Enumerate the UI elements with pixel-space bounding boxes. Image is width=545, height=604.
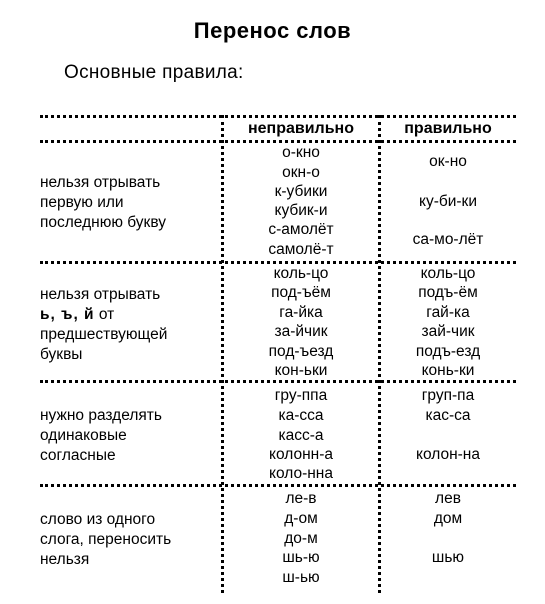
rule-line: последнюю букву (40, 214, 166, 231)
rule-2 (40, 285, 215, 365)
page-title: Перенос слов (193, 18, 352, 43)
right-word: лев (435, 490, 461, 507)
rule-line: одинаковые (40, 427, 127, 444)
wrong-word: о-кно (282, 144, 320, 161)
right-word: са-мо-лёт (412, 231, 484, 248)
wrong-word: ш-ью (282, 569, 320, 586)
right-word: дом (433, 510, 463, 527)
rule-line: согласные (40, 447, 116, 464)
wrong-word: касс-а (278, 427, 324, 444)
right-word: подъ-ём (418, 284, 478, 301)
wrong-word: д-ом (284, 510, 318, 527)
wrong-word: до-м (284, 530, 318, 547)
rule-line: нельзя отрывать (40, 286, 161, 303)
rule-3 (40, 406, 215, 466)
column-divider-1 (221, 115, 224, 593)
right-word: конь-ки (421, 362, 475, 379)
wrong-word: гру-ппа (274, 387, 328, 404)
wrong-word: самолё-т (268, 241, 334, 258)
rule-line: предшествующей (40, 326, 168, 343)
subtitle: Основные правила: (64, 62, 244, 83)
wrong-word: коло-нна (269, 465, 333, 482)
right-word: колон-на (416, 446, 480, 463)
wrong-word: ка-сса (278, 407, 324, 424)
right-word: шью (431, 549, 465, 566)
wrong-word: кубик-и (274, 202, 328, 219)
rule-line (40, 305, 215, 325)
rule-line: буквы (40, 346, 83, 363)
rule-line-tail: от (94, 306, 115, 323)
header-right: правильно (404, 120, 492, 137)
header-wrong: неправильно (247, 120, 354, 137)
rule-line: слога, переносить (40, 531, 172, 548)
rule-line: первую или (40, 194, 124, 211)
wrong-word: шь-ю (282, 549, 320, 566)
right-word: ок-но (429, 153, 467, 170)
wrong-word: ле-в (285, 490, 317, 507)
column-divider-2 (378, 115, 381, 593)
soft-hard-sign-symbols: ь, ъ, й (40, 306, 95, 323)
wrong-word: под-ъезд (268, 343, 334, 360)
wrong-word: под-ъём (271, 284, 331, 301)
right-word: ку-би-ки (418, 193, 477, 210)
wrong-word: к-убики (274, 183, 328, 200)
rule-1 (40, 173, 215, 233)
right-word: гай-ка (426, 304, 470, 321)
right-word: груп-па (421, 387, 475, 404)
right-words-4 (383, 0, 513, 604)
wrong-words-4 (226, 0, 376, 604)
wrong-word: колонн-а (269, 446, 333, 463)
rule-line: нельзя (40, 551, 90, 568)
rule-line: слово из одного (40, 511, 156, 528)
wrong-word: кон-ьки (274, 362, 328, 379)
right-word: зай-чик (421, 323, 475, 340)
right-word: кас-са (425, 407, 471, 424)
right-word: коль-цо (420, 265, 476, 282)
right-word: подъ-езд (415, 343, 481, 360)
rule-line: нужно разделять (40, 407, 162, 424)
rule-4 (40, 510, 215, 570)
wrong-word: га-йка (279, 304, 323, 321)
wrong-word: с-амолёт (268, 221, 334, 238)
wrong-word: за-йчик (274, 323, 328, 340)
wrong-word: коль-цо (273, 265, 329, 282)
rule-line: нельзя отрывать (40, 174, 161, 191)
wrong-word: окн-о (282, 164, 320, 181)
